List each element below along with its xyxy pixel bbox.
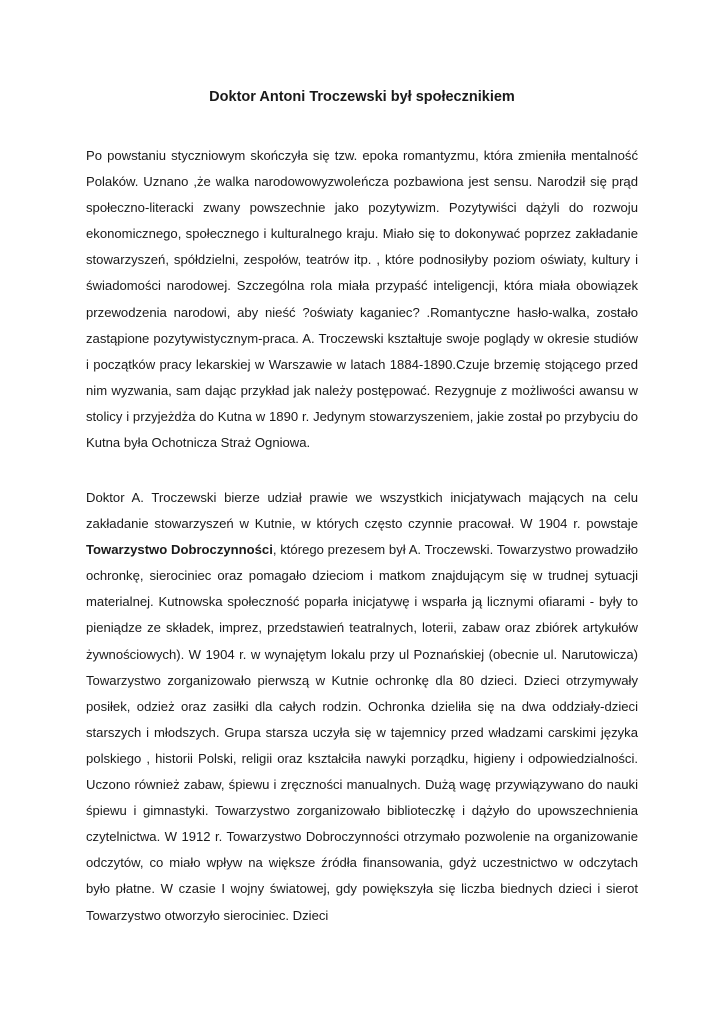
paragraph-charity-society	[86, 485, 638, 929]
document-title: Doktor Antoni Troczewski był społecznikiem	[209, 89, 515, 105]
paragraph-2-intro-text: Doktor A. Troczewski bierze udział prawie we wszystkich inicjatywach mających na celu zakładanie stowarzyszeń w Kutnie, w których często czynnie pracował. W 1904 r. powstaje	[86, 490, 638, 532]
paragraph-2-body-text: , którego prezesem był A. Troczewski. Towarzystwo prowadziło ochronkę, sierociniec oraz pomagało dzieciom i matkom znajdującym się w trudnej sytuacji materialnej. Kutnowska społeczność poparła inicjatywę i wsparła ją licznymi ofiarami - były to pieniądze ze składek, imprez, przedstawień teatralnych, loterii, zabaw oraz zbiórek artykułów żywnościowych). W 1904 r. w wynajętym lokalu przy ul Poznańskiej (obecnie ul. Narutowicza) Towarzystwo zorganizowało pierwszą w Kutnie ochronkę dla 80 dzieci. Dzieci otrzymywały posiłek, odzież oraz zasiłki dla całych rodzin. Ochronka dzieliła się na dwa oddziały-dzieci starszych i młodszych. Grupa starsza uczyła się w tajemnicy przed władzami carskimi języka polskiego , historii Polski, religii oraz kształciła nawyki porządku, higieny i odpowiedzialności. Uczono również zabaw, śpiewu i zręczności manualnych. Dużą wagę przywiązywano do nauki śpiewu i gimnastyki. Towarzystwo zorganizowało biblioteczkę i dążyło do upowszechnienia czytelnictwa. W 1912 r. Towarzystwo Dobroczynności otrzymało pozwolenie na organizowanie odczytów, co miało wpływ na większe źródła finansowania, gdyż uczestnictwo w odczytach było płatne. W czasie I wojny światowej, gdy powiększyła się liczba biednych dzieci i sierot Towarzystwo otworzyło sierociniec. Dzieci	[86, 542, 639, 923]
charity-society-name: Towarzystwo Dobroczynności	[86, 542, 273, 558]
paragraph-positivism: Po powstaniu styczniowym skończyła się tzw. epoka romantyzmu, która zmieniła mentalność Polaków. Uznano ,że walka narodowowyzwoleńcza pozbawiona jest sensu. Narodził się prąd społeczno-literacki zwany powszechnie jako pozytywizm. Pozytywiści dążyli do rozwoju ekonomicznego, społecznego i kulturalnego kraju. Miało się to dokonywać poprzez zakładanie stowarzyszeń, spółdzielni, zespołów, teatrów itp. , które podnosiłyby poziom oświaty, kultury i świadomości narodowej. Szczególna rola miała przypaść inteligencji, która miała obowiązek przewodzenia narodowi, aby nieść ?oświaty kaganiec? .Romantyczne hasło-walka, zostało zastąpione pozytywistycznym-praca. A. Troczewski kształtuje swoje poglądy w okresie studiów i początków pracy lekarskiej w Warszawie w latach 1884-1890.Czuje brzemię stojącego przed nim wyzwania, sam dając przykład jak należy postępować. Rezygnuje z możliwości awansu w stolicy i przyjeżdża do Kutna w 1890 r. Jedynym stowarzyszeniem, jakie został po przybyciu do Kutna była Ochotnicza Straż Ogniowa.	[86, 148, 638, 451]
